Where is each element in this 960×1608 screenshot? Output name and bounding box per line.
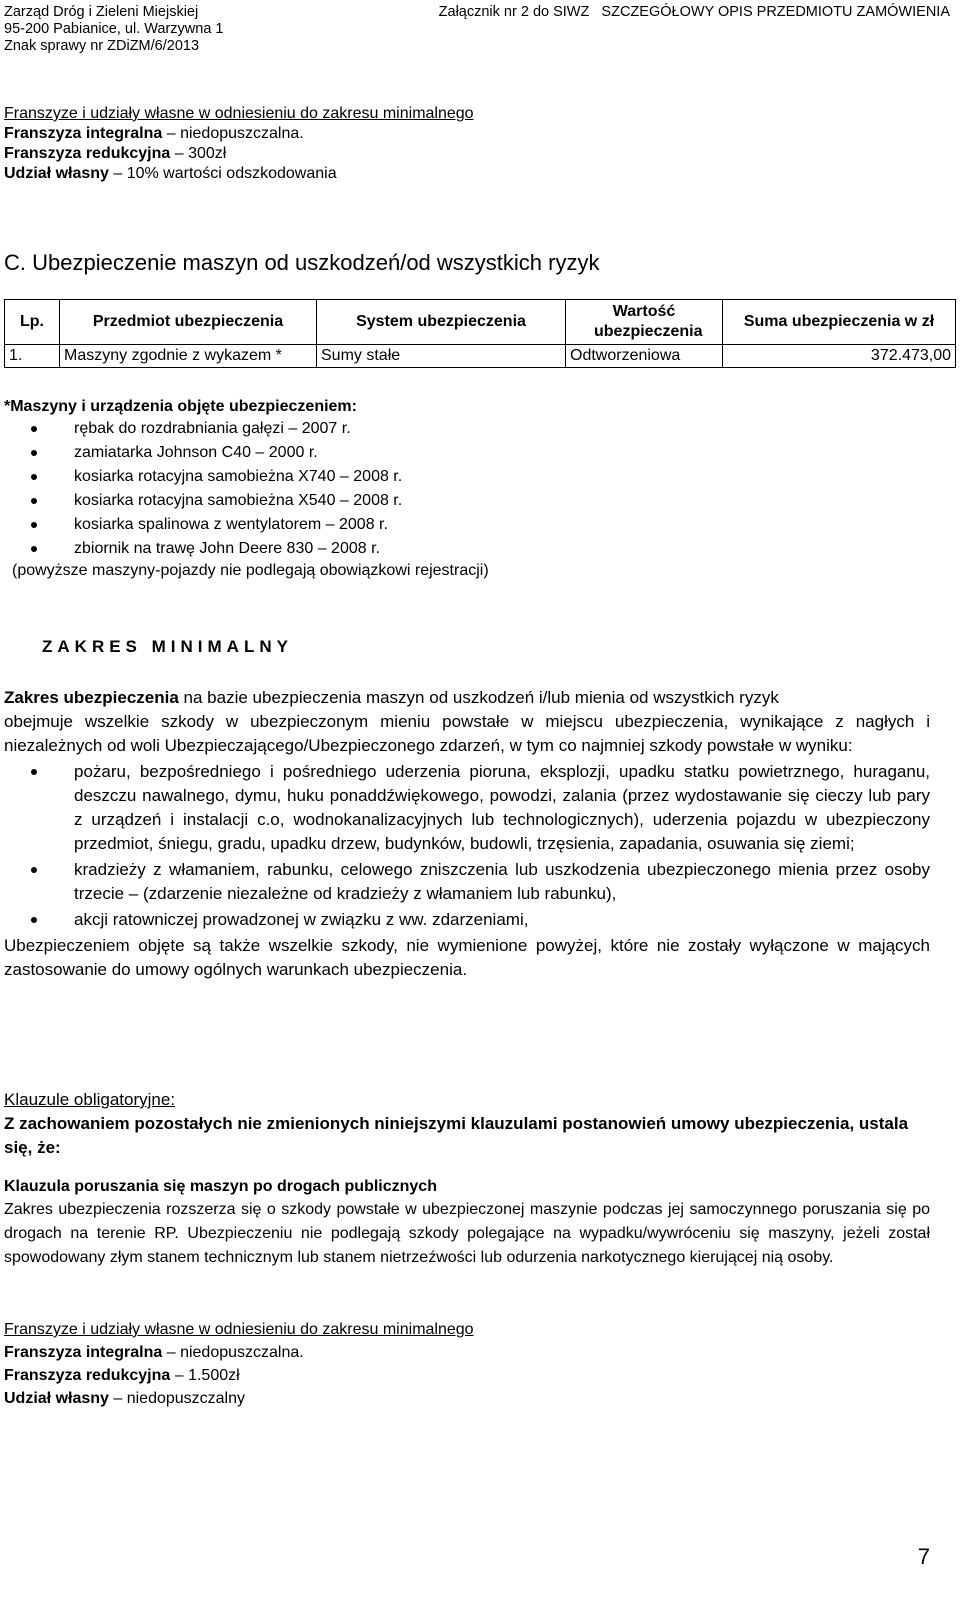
bullet-icon <box>31 498 37 504</box>
franchise-own-label: Udział własny <box>4 1390 109 1407</box>
table-cell: Maszyny zgodnie z wykazem * <box>60 345 317 368</box>
table-header-cell: Suma ubezpieczenia w zł <box>723 300 956 345</box>
zakres-intro-first <box>4 686 930 710</box>
zakres-intro-bold: Zakres ubezpieczenia <box>4 688 179 707</box>
franchise-top-reduction <box>4 144 944 164</box>
franchise-top-own <box>4 164 944 184</box>
bullet-icon <box>31 474 37 480</box>
list-item <box>4 419 944 439</box>
franchise-bottom-integral <box>4 1341 944 1364</box>
franchise-bottom-reduction <box>4 1364 944 1387</box>
list-item <box>4 908 930 932</box>
franchise-integral-value: – niedopuszczalna. <box>162 125 304 142</box>
zakres-title: ZAKRES MINIMALNY <box>42 637 293 656</box>
table-row <box>5 345 956 368</box>
header-org-name: Zarząd Dróg i Zieleni Miejskiej <box>4 4 199 20</box>
zakres-outro: Ubezpieczeniem objęte są także wszelkie szkody, nie wymienione powyżej, które nie zostały wyłączone w mających zastosowanie do umowy ogólnych warunkach ubezpieczenia. <box>4 936 930 979</box>
list-item <box>4 858 930 906</box>
franchise-integral-label: Franszyza integralna <box>4 125 163 142</box>
list-item-text: kosiarka rotacyjna samobieżna X740 – 2008 r. <box>74 468 403 485</box>
list-item-text: kosiarka rotacyjna samobieżna X540 – 2008 r. <box>74 492 403 509</box>
franchise-top <box>4 104 944 184</box>
franchise-bottom-heading: Franszyze i udziały własne w odniesieniu do zakresu minimalnego <box>4 1321 474 1338</box>
machines-heading: *Maszyny i urządzenia objęte ubezpieczeniem: <box>4 398 357 415</box>
bullet-icon <box>31 917 37 923</box>
franchise-bottom-own <box>4 1387 944 1410</box>
document-page <box>4 0 956 1608</box>
header-case-number: Znak sprawy nr ZDiZM/6/2013 <box>4 38 200 54</box>
bullet-icon <box>31 867 37 873</box>
zakres-intro-first-text: na bazie ubezpieczenia maszyn od uszkodzeń i/lub mienia od wszystkich ryzyk <box>178 688 779 707</box>
franchise-bottom <box>4 1318 944 1410</box>
table-header-row <box>5 300 956 345</box>
clause-roads <box>4 1176 930 1270</box>
table-cell: 372.473,00 <box>723 345 956 368</box>
clauses-section <box>4 1088 930 1160</box>
franchise-reduction-value: – 1.500zł <box>170 1367 240 1384</box>
zakres-section <box>4 686 930 982</box>
clauses-heading: Klauzule obligatoryjne: <box>4 1090 176 1109</box>
list-item-text: pożaru, bezpośredniego i pośredniego uderzenia pioruna, eksplozji, upadku statku powietrznego, huraganu, deszczu nawalnego, dymu, huku ponaddźwiękowego, powodzi, zalania (przez wydostawanie się cieczy lub pary z urządzeń i instalacji c.o, wodnokanalizacyjnych lub technologicznych), uderzenia pojazdu w ubezpieczony przedmiot, śniegu, gradu, upadku drzew, budynków, budowli, trzęsienia, zapadania, osuwania się ziemi; <box>74 762 930 853</box>
franchise-reduction-label: Franszyza redukcyjna <box>4 1367 171 1384</box>
list-item <box>4 539 944 559</box>
table-cell: 1. <box>5 345 60 368</box>
machines-note: (powyższe maszyny-pojazdy nie podlegają obowiązkowi rejestracji) <box>12 562 489 579</box>
header-org-address: 95-200 Pabianice, ul. Warzywna 1 <box>4 21 224 37</box>
franchise-top-heading: Franszyze i udziały własne w odniesieniu do zakresu minimalnego <box>4 105 474 122</box>
header-org <box>4 4 224 55</box>
list-item-text: zamiatarka Johnson C40 – 2000 r. <box>74 444 318 461</box>
franchise-top-integral <box>4 124 944 144</box>
bullet-icon <box>31 769 37 775</box>
zakres-intro-rest: obejmuje wszelkie szkody w ubezpieczonym mieniu powstałe w miejscu ubezpieczenia, wynikające z nagłych i niezależnych od woli Ubezpieczającego/Ubezpieczonego zdarzeń, w tym co najmniej szkody powstałe w wyniku: <box>4 712 930 755</box>
list-item <box>4 467 944 487</box>
page-number: 7 <box>917 1544 930 1569</box>
table-cell: Sumy stałe <box>317 345 566 368</box>
bullet-icon <box>31 522 37 528</box>
bullet-icon <box>31 450 37 456</box>
list-item <box>4 443 944 463</box>
table-header-cell <box>566 300 723 345</box>
franchise-integral-label: Franszyza integralna <box>4 1344 163 1361</box>
franchise-integral-value: – niedopuszczalna. <box>162 1344 304 1361</box>
bullet-icon <box>31 426 37 432</box>
list-item-text: zbiornik na trawę John Deere 830 – 2008 r. <box>74 540 380 557</box>
franchise-own-value: – 10% wartości odszkodowania <box>108 165 337 182</box>
clause-text: Zakres ubezpieczenia rozszerza się o szkody powstałe w ubezpieczonej maszynie podczas jej samoczynnego poruszania się po drogach na terenie RP. Ubezpieczeniu nie podlegają szkody polegające na wypadku/wywróceniu się maszyny, jeżeli został spowodowany złym stanem technicznym lub stanem nietrzeźwości lub odurzenia narkotycznego kierującej nią osoby. <box>4 1201 930 1266</box>
table-header-cell: Lp. <box>5 300 60 345</box>
section-c-title: C. Ubezpieczenie maszyn od uszkodzeń/od wszystkich ryzyk <box>4 250 600 275</box>
list-item-text: rębak do rozdrabniania gałęzi – 2007 r. <box>74 420 351 437</box>
list-item-text: kosiarka spalinowa z wentylatorem – 2008 r. <box>74 516 388 533</box>
franchise-reduction-label: Franszyza redukcyjna <box>4 145 171 162</box>
insurance-table <box>4 299 956 368</box>
clause-title: Klauzula poruszania się maszyn po drogach publicznych <box>4 1178 437 1195</box>
table-header-cell: Przedmiot ubezpieczenia <box>60 300 317 345</box>
list-item-text: kradzieży z włamaniem, rabunku, celowego zniszczenia lub uszkodzenia ubezpieczonego mienia przez osoby trzecie – (zdarzenie niezależne od kradzieży z włamaniem lub rabunku), <box>74 860 930 903</box>
list-item <box>4 491 944 511</box>
list-item <box>4 760 930 856</box>
clauses-subheading: Z zachowaniem pozostałych nie zmienionych niniejszymi klauzulami postanowień umowy ubezpieczenia, ustala się, że: <box>4 1114 909 1157</box>
list-item-text: akcji ratowniczej prowadzonej w związku z ww. zdarzeniami, <box>74 910 529 929</box>
table-header-cell: System ubezpieczenia <box>317 300 566 345</box>
list-item <box>4 515 944 535</box>
bullet-icon <box>31 546 37 552</box>
table-header-text: Wartość ubezpieczenia <box>594 303 703 340</box>
franchise-own-value: – niedopuszczalny <box>108 1390 246 1407</box>
header-attachment: Załącznik nr 2 do SIWZ SZCZEGÓŁOWY OPIS PRZEDMIOTU ZAMÓWIENIA <box>438 4 950 20</box>
machines-section <box>4 397 944 581</box>
franchise-reduction-value: – 300zł <box>170 145 227 162</box>
franchise-own-label: Udział własny <box>4 165 109 182</box>
table-cell: Odtworzeniowa <box>566 345 723 368</box>
